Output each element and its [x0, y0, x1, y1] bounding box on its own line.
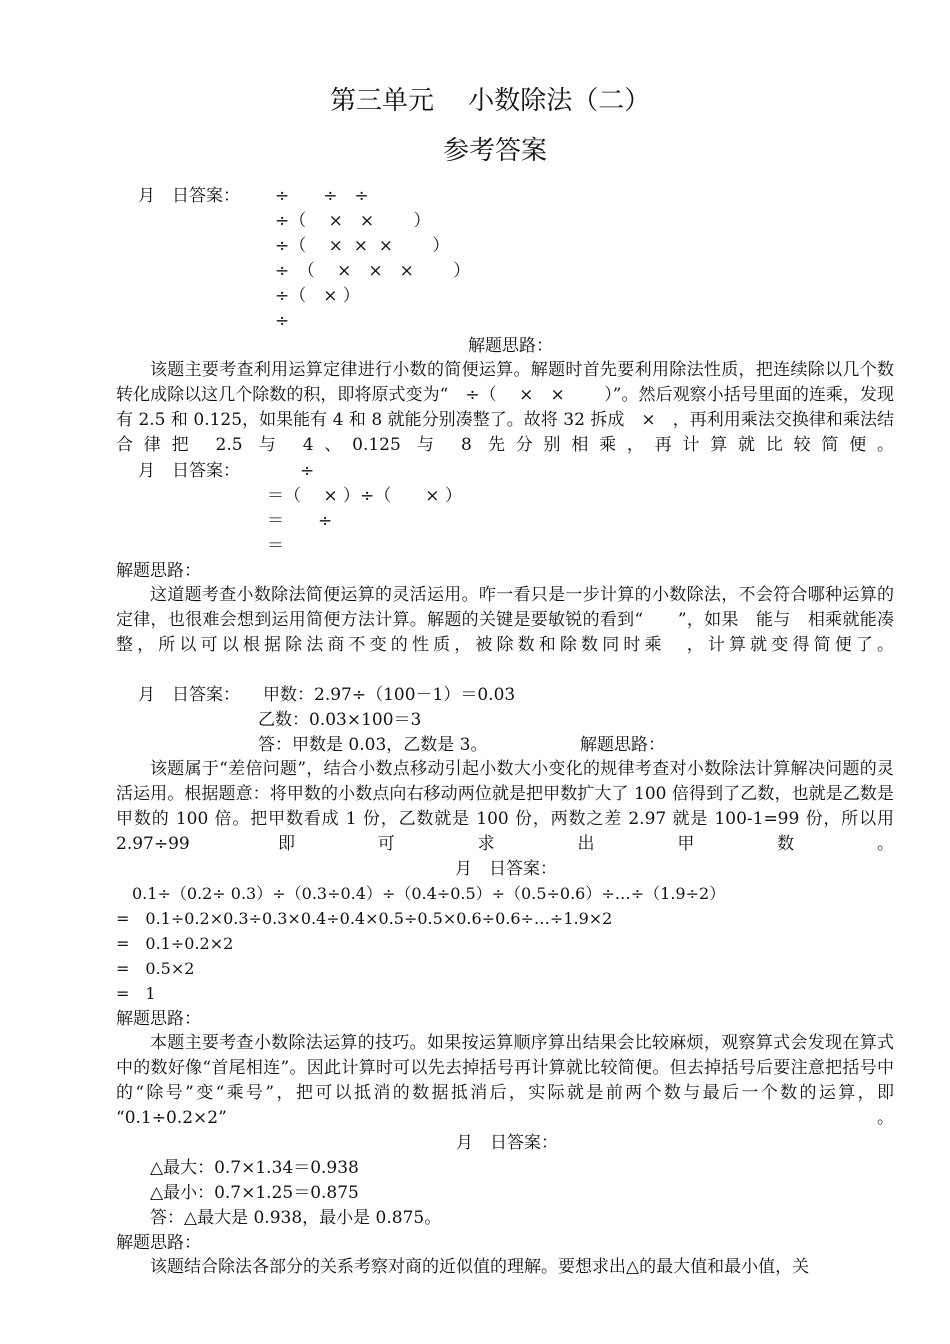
q4-thinking-label: 解题思路：: [116, 1009, 201, 1029]
q3-date-label: 月 日答案：: [138, 685, 240, 705]
q1-thinking-label: 解题思路：: [468, 336, 553, 356]
q3-thinking-text: 该题属于“差倍问题”，结合小数点移动引起小数大小变化的规律考查对小数除法计算解决问题的灵活运用。根据题意：将甲数的小数点向右移动两位就是把甲数扩大了 100 倍得到了乙数，也就是乙数是甲数的 100 倍。把甲数看成 1 份，乙数就是 100 份，两数之差 2.97 就是 100-1=99 份，所以用 2.97÷99 即可求出甲数。: [116, 759, 894, 854]
page-subtitle: 参考答案: [443, 136, 548, 166]
page-title: 第三单元 小数除法（二）: [330, 86, 651, 116]
q1-line-2: ÷（ × × ）: [275, 211, 431, 231]
q3-line-2: 乙数：0.03×100＝3: [258, 710, 422, 730]
q5-thinking-text: 该题结合除法各部分的关系考察对商的近似值的理解。要想求出△的最大值和最小值，关: [150, 1257, 810, 1277]
q2-line-3: ＝ ÷: [267, 511, 333, 531]
q1-date-label: 月 日答案：: [138, 186, 240, 206]
q1-thinking-text: 该题主要考查利用运算定律进行小数的简便运算。解题时首先要利用除法性质，把连续除以几个数转化成除以这几个除数的积，即将原式变为“ ÷（ × × ）”。然后观察小括号里面的连乘，发现有 2.5 和 0.125，如果能有 4 和 8 就能分别凑整了。故将 32 拆成 × ，再利用乘法交换律和乘法结合律把 2.5 与 4、0.125 与 8 先分别相乘，再计算就比较简便。: [116, 360, 894, 455]
q4-thinking-text: 本题主要考查小数除法运算的技巧。如果按运算顺序算出结果会比较麻烦，观察算式会发现在算式中的数好像“首尾相连”。因此计算时可以先去掉括号再计算就比较简便。但去掉括号后要注意把括号中的“除号”变“乘号”，把可以抵消的数据抵消后，实际就是前两个数与最后一个数的运算，即 “0.1÷0.2×2”。: [116, 1033, 894, 1128]
q1-line-4: ÷ （ × × × ）: [275, 261, 471, 281]
q2-line-1: ÷: [300, 461, 315, 481]
q4-expression: 0.1÷（0.2÷ 0.3）÷（0.3÷0.4）÷（0.4÷0.5）÷（0.5÷0.6）÷…÷（1.9÷2）: [132, 884, 726, 903]
q5-line-3: 答：△最大是 0.938，最小是 0.875。: [150, 1208, 442, 1228]
q5-line-2: △最小：0.7×1.25＝0.875: [150, 1183, 359, 1203]
q5-line-1: △最大：0.7×1.34＝0.938: [150, 1158, 359, 1178]
q2-thinking-text: 这道题考查小数除法简便运算的灵活运用。咋一看只是一步计算的小数除法，不会符合哪种运算的定律，也很难会想到运用简便方法计算。解题的关键是要敏锐的看到“ ”，如果 能与 相乘就能凑整，所以可以根据除法商不变的性质，被除数和除数同时乘 ，计算就变得简便了。: [116, 585, 894, 655]
q5-date-label: 月 日答案：: [456, 1133, 558, 1153]
q1-line-1: ÷ ÷ ÷: [275, 186, 369, 206]
q1-line-3: ÷（ × × × ）: [275, 236, 450, 256]
q2-date-label: 月 日答案：: [138, 461, 240, 481]
q3-line-3: 答：甲数是 0.03，乙数是 3。: [258, 735, 488, 755]
q4-date-label: 月 日答案：: [455, 859, 557, 879]
q3-line-1: 甲数：2.97÷（100－1）＝0.03: [263, 685, 516, 705]
q2-thinking-label: 解题思路：: [116, 561, 201, 581]
q3-thinking-label: 解题思路：: [580, 735, 665, 755]
q1-line-5: ÷（ × ）: [275, 286, 360, 306]
q2-line-4: ＝: [267, 536, 284, 556]
q2-line-2: ＝（ × ）÷（ × ）: [267, 486, 462, 506]
q5-thinking-label: 解题思路：: [116, 1233, 201, 1253]
q1-line-6: ÷: [275, 311, 290, 331]
q4-step-1: = 0.1÷0.2×0.3÷0.3×0.4÷0.4×0.5÷0.5×0.6÷0.6÷…÷1.9×2: [116, 909, 613, 928]
q4-step-3: = 0.5×2: [116, 959, 195, 978]
q4-step-4: = 1: [116, 984, 156, 1003]
q4-step-2: = 0.1÷0.2×2: [116, 934, 234, 953]
